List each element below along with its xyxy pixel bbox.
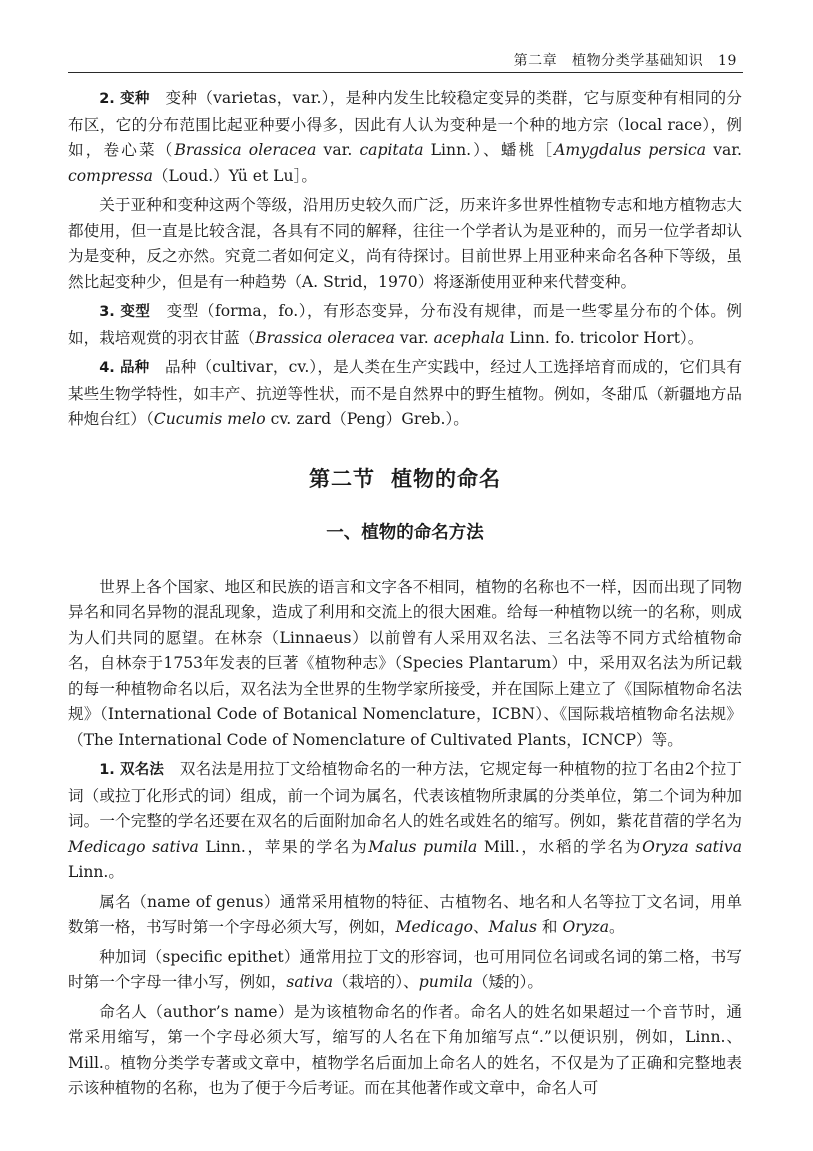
term-label: 4. 品种 bbox=[99, 360, 150, 376]
paragraph-specific-epithet bbox=[68, 945, 742, 996]
latin-name: pumila bbox=[418, 973, 473, 991]
running-header bbox=[0, 0, 813, 72]
latin-name: acephala bbox=[433, 328, 505, 347]
section-number: 第二节 bbox=[309, 466, 375, 491]
header-rule bbox=[68, 72, 743, 73]
latin-name: capitata bbox=[359, 141, 424, 159]
text: Linn.，苹果的学名为 bbox=[198, 837, 369, 856]
term-label: 1. 双名法 bbox=[99, 762, 165, 778]
text: 和 bbox=[536, 918, 563, 936]
paragraph-varietas bbox=[68, 86, 742, 189]
text: （Loud.）Yü et Lu］。 bbox=[152, 166, 317, 185]
section-title: 植物的命名 bbox=[391, 466, 501, 491]
subsection-heading: 一、植物的命名方法 bbox=[326, 522, 484, 543]
term-label: 3. 变型 bbox=[99, 304, 151, 320]
latin-name: Brassica oleracea bbox=[255, 328, 395, 347]
text: Linn. fo. tricolor Hort）。 bbox=[504, 328, 704, 347]
running-title: 第二章 植物分类学基础知识 19 bbox=[513, 53, 737, 69]
section-heading bbox=[68, 455, 742, 503]
paragraph-forma bbox=[68, 299, 742, 351]
latin-name: Medicago bbox=[395, 918, 474, 936]
latin-name: sativa bbox=[286, 973, 333, 991]
text: （矮的）。 bbox=[472, 973, 544, 991]
page-body bbox=[68, 86, 742, 1102]
latin-name: Medicago sativa bbox=[68, 837, 199, 856]
text: 变种（varietas，var.），是种内发生比较稳定变异的类群，它与原变种有相同的分布区，它的分布范围比起亚种要小得多，因此有人认为变种是一个种的地方宗（local race），例如，卷心菜（ bbox=[68, 89, 742, 159]
text: 变型（forma，fo.），有形态变异，分布没有规律，而是一些零星分布的个体。例如，栽培观赏的羽衣甘蓝（ bbox=[68, 302, 742, 347]
latin-name: Oryza bbox=[562, 918, 610, 936]
text: var. bbox=[316, 141, 360, 159]
latin-name: Amygdalus persica bbox=[554, 141, 707, 159]
text: Linn.）、蟠桃［ bbox=[423, 141, 555, 159]
paragraph-cultivar bbox=[68, 355, 742, 433]
text: （栽培的）、 bbox=[333, 973, 419, 991]
paragraph-discussion: 关于亚种和变种这两个等级，沿用历史较久而广泛，历来许多世界性植物专志和地方植物志大都使用，但一直是比较含混，各具有不同的解释，往往一个学者认为是亚种的，而另一位学者却认为是变种，反之亦然。究竟二者如何定义，尚有待探讨。目前世界上用亚种来命名各种下等级，虽然比起变种少，但是有一种趋势（A. Strid，1970）将逐渐使用亚种来代替变种。 bbox=[68, 196, 742, 291]
paragraph-genus-name bbox=[68, 890, 742, 941]
latin-name: Malus pumila bbox=[368, 837, 478, 856]
text: var. bbox=[706, 141, 743, 159]
text: var. bbox=[394, 328, 434, 347]
latin-name: Oryza sativa bbox=[642, 837, 742, 856]
latin-name: Malus bbox=[488, 918, 537, 936]
latin-name: compressa bbox=[68, 166, 153, 185]
text: 。 bbox=[609, 918, 625, 936]
text: 品种（cultivar，cv.），是人类在生产实践中，经过人工选择培育而成的，它们具有某些生物学特性，如丰产、抗逆等性状，而不是自然界中的野生植物。例如，冬甜瓜（新疆地方品种炮台红）（ bbox=[68, 358, 742, 428]
text: 双名法是用拉丁文给植物命名的一种方法，它规定每一种植物的拉丁名由2个拉丁词（或拉丁化形式的词）组成，前一个词为属名，代表该植物所隶属的分类单位，第二个词为种加词。一个完整的学名还要在双名的后面附加命名人的姓名或姓名的缩写。例如，紫花苜蓿的学名为 bbox=[68, 760, 742, 830]
text: 属名（name of genus）通常采用植物的特征、古植物名、地名和人名等拉丁文名词，用单数第一格，书写时第一个字母必须大写，例如， bbox=[68, 892, 742, 936]
text: 种加词（specific epithet）通常用拉丁文的形容词，也可用同位名词或名词的第二格，书写时第一个字母一律小写，例如， bbox=[68, 947, 742, 991]
text: Linn.。 bbox=[68, 863, 124, 881]
paragraph-naming-intro: 世界上各个国家、地区和民族的语言和文字各不相同，植物的名称也不一样，因而出现了同物异名和同名异物的混乱现象，造成了利用和交流上的很大困难。给每一种植物以统一的名称，则成为人们共同的愿望。在林奈（Linnaeus）以前曾有人采用双名法、三名法等不同方式给植物命名，自林奈于1753年发表的巨著《植物种志》（Species Plantarum）中，采用双名法为所记载的每一种植物命名以后，双名法为全世界的生物学家所接受，并在国际上建立了《国际植物命名法规》（International Code of Botanical Nomenclature，ICBN）、《国际栽培植物命名法规》（The International Code of Nomenclature of Cultivated Plants，ICNCP）等。 bbox=[68, 577, 742, 749]
text: cv. zard（Peng）Greb.）。 bbox=[265, 410, 469, 428]
text: 、 bbox=[473, 918, 489, 936]
term-label: 2. 变种 bbox=[99, 91, 150, 107]
latin-name: Brassica oleracea bbox=[174, 141, 317, 159]
text: Mill.，水稻的学名为 bbox=[477, 837, 643, 856]
paragraph-binomial bbox=[68, 757, 742, 886]
paragraph-author-name: 命名人（author’s name）是为该植物命名的作者。命名人的姓名如果超过一个音节时，通常采用缩写，第一个字母必须大写，缩写的人名在下角加缩写点“.”以便识别，例如，Linn.、Mill.。植物分类学专著或文章中，植物学名后面加上命名人的姓名，不仅是为了正确和完整地表示该种植物的名称，也为了便于今后考证。而在其他著作或文章中，命名人可 bbox=[68, 1002, 742, 1097]
latin-name: Cucumis melo bbox=[153, 410, 266, 428]
